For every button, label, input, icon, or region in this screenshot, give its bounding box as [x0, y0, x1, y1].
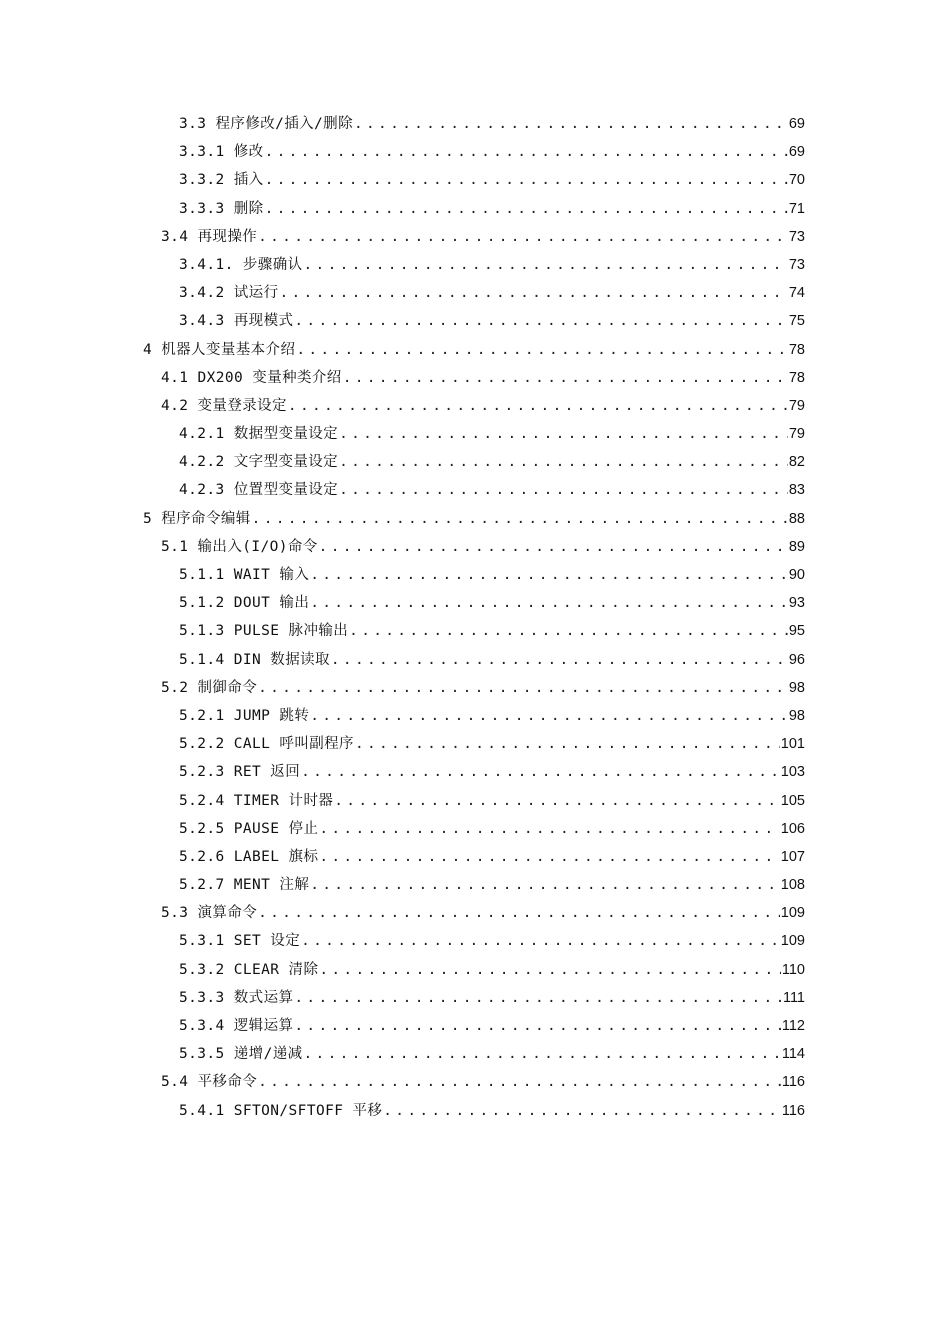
toc-entry-title: 3.4.3 再现模式 — [179, 313, 294, 330]
toc-entry[interactable] — [0, 956, 950, 984]
toc-entry-title: 3.3.2 插入 — [179, 172, 264, 189]
toc-dot-leader — [319, 956, 781, 984]
toc-entry[interactable] — [0, 758, 950, 786]
toc-page-number: 110 — [781, 961, 805, 978]
toc-page-number: 96 — [788, 651, 805, 668]
toc-entry-title: 5 程序命令编辑 — [143, 510, 251, 527]
toc-dot-leader — [354, 110, 788, 138]
toc-dot-leader — [310, 561, 788, 589]
toc-page-number: 79 — [788, 397, 805, 414]
toc-page-number: 98 — [788, 679, 805, 696]
toc-entry-title: 5.2.4 TIMER 计时器 — [179, 792, 334, 809]
toc-entry-title: 5.2.6 LABEL 旗标 — [179, 848, 319, 865]
toc-dot-leader — [310, 589, 788, 617]
toc-page-number: 116 — [781, 1074, 805, 1091]
toc-dot-leader — [265, 138, 788, 166]
toc-entry-title: 3.4 再现操作 — [161, 228, 258, 245]
toc-entry[interactable] — [0, 815, 950, 843]
toc-page-number: 95 — [788, 623, 805, 640]
toc-entry-title: 4.2.2 文字型变量设定 — [179, 454, 339, 471]
toc-page-number: 101 — [780, 736, 805, 753]
toc-entry-title: 4 机器人变量基本介绍 — [143, 341, 296, 358]
toc-entry[interactable] — [0, 984, 950, 1012]
toc-dot-leader — [319, 843, 779, 871]
toc-entry[interactable] — [0, 871, 950, 899]
toc-dot-leader — [349, 617, 788, 645]
toc-page-number: 88 — [788, 510, 805, 527]
toc-page-number: 108 — [780, 877, 805, 894]
toc-dot-leader — [296, 336, 788, 364]
toc-entry[interactable] — [0, 166, 950, 194]
toc-page-number: 89 — [788, 538, 805, 555]
table-of-contents — [0, 110, 950, 1125]
toc-dot-leader — [319, 533, 788, 561]
toc-entry-title: 5.1.2 DOUT 输出 — [179, 595, 310, 612]
toc-entry-title: 5.3.1 SET 设定 — [179, 933, 301, 950]
toc-entry-title: 5.1.3 PULSE 脉冲输出 — [179, 623, 349, 640]
toc-dot-leader — [304, 251, 788, 279]
toc-page-number: 82 — [788, 454, 805, 471]
toc-entry[interactable] — [0, 702, 950, 730]
toc-dot-leader — [343, 364, 788, 392]
toc-entry-title: 5.3 演算命令 — [161, 905, 258, 922]
toc-entry-title: 5.1.1 WAIT 输入 — [179, 567, 310, 583]
toc-dot-leader — [294, 984, 782, 1012]
toc-dot-leader — [304, 1040, 781, 1068]
toc-dot-leader — [310, 871, 780, 899]
toc-dot-leader — [339, 476, 788, 504]
toc-entry[interactable] — [0, 505, 950, 533]
toc-entry-title: 4.2.1 数据型变量设定 — [179, 426, 339, 443]
toc-page-number: 70 — [788, 172, 805, 189]
toc-entry-title: 4.2 变量登录设定 — [161, 397, 287, 414]
toc-entry-title: 5.4.1 SFTON/SFTOFF 平移 — [179, 1102, 383, 1119]
toc-page-number: 78 — [788, 341, 805, 358]
toc-dot-leader — [258, 899, 780, 927]
toc-page-number: 69 — [788, 116, 805, 132]
toc-dot-leader — [258, 674, 788, 702]
toc-entry[interactable] — [0, 561, 950, 589]
toc-entry[interactable] — [0, 336, 950, 364]
toc-entry[interactable] — [0, 138, 950, 166]
toc-dot-leader — [279, 279, 787, 307]
toc-entry-title: 5.1 输出入(I/O)命令 — [161, 538, 318, 555]
toc-dot-leader — [258, 1068, 781, 1096]
toc-entry[interactable] — [0, 787, 950, 815]
toc-page-number: 93 — [788, 595, 805, 612]
toc-entry[interactable] — [0, 364, 950, 392]
toc-entry[interactable] — [0, 223, 950, 251]
toc-entry[interactable] — [0, 617, 950, 645]
toc-entry-title: 3.3.3 删除 — [179, 200, 264, 217]
toc-dot-leader — [258, 223, 788, 251]
toc-page-number: 109 — [780, 933, 805, 950]
toc-entry-title: 5.2.5 PAUSE 停止 — [179, 820, 319, 837]
toc-dot-leader — [355, 730, 780, 758]
toc-dot-leader — [310, 702, 788, 730]
toc-entry-title: 4.1 DX200 变量种类介绍 — [161, 369, 342, 386]
toc-entry-title: 5.3.2 CLEAR 清除 — [179, 961, 319, 978]
toc-entry[interactable] — [0, 195, 950, 223]
toc-entry[interactable] — [0, 392, 950, 420]
toc-dot-leader — [288, 392, 788, 420]
toc-page-number: 107 — [780, 848, 805, 865]
toc-page-number: 109 — [780, 905, 805, 922]
toc-page-number: 79 — [788, 426, 805, 443]
toc-page-number: 78 — [788, 369, 805, 386]
toc-dot-leader — [383, 1097, 781, 1125]
toc-entry[interactable] — [0, 589, 950, 617]
toc-page-number: 73 — [788, 256, 805, 273]
toc-entry-title: 5.3.3 数式运算 — [179, 989, 294, 1006]
toc-entry-title: 5.3.5 递增/递减 — [179, 1046, 303, 1063]
toc-entry-title: 5.2.3 RET 返回 — [179, 764, 301, 781]
toc-entry-title: 5.2.2 CALL 呼叫副程序 — [179, 736, 354, 753]
toc-entry-title: 3.3 程序修改/插入/删除 — [179, 116, 353, 132]
toc-entry[interactable] — [0, 307, 950, 335]
toc-entry[interactable] — [0, 279, 950, 307]
toc-entry[interactable] — [0, 420, 950, 448]
toc-entry[interactable] — [0, 110, 950, 138]
toc-entry-title: 5.1.4 DIN 数据读取 — [179, 651, 330, 668]
toc-page-number: 73 — [788, 228, 805, 245]
toc-dot-leader — [265, 166, 788, 194]
toc-page-number: 71 — [788, 200, 805, 217]
toc-page-number: 83 — [788, 482, 805, 499]
toc-entry[interactable] — [0, 448, 950, 476]
toc-entry-title: 5.2.1 JUMP 跳转 — [179, 707, 310, 724]
toc-page-number: 105 — [780, 792, 805, 809]
toc-entry-title: 5.2 制御命令 — [161, 679, 258, 696]
toc-entry[interactable] — [0, 1068, 950, 1096]
toc-dot-leader — [294, 307, 787, 335]
toc-entry[interactable] — [0, 927, 950, 955]
toc-entry-title: 5.3.4 逻辑运算 — [179, 1018, 294, 1034]
toc-entry[interactable] — [0, 674, 950, 702]
toc-entry[interactable] — [0, 533, 950, 561]
toc-dot-leader — [331, 646, 788, 674]
toc-page-number: 116 — [781, 1102, 805, 1119]
toc-entry-title: 5.4 平移命令 — [161, 1074, 258, 1091]
toc-entry[interactable] — [0, 251, 950, 279]
toc-dot-leader — [265, 195, 788, 223]
toc-page-number: 90 — [788, 567, 805, 583]
toc-page-number: 74 — [788, 285, 805, 302]
toc-dot-leader — [319, 815, 779, 843]
toc-entry-title: 5.2.7 MENT 注解 — [179, 877, 310, 894]
toc-entry[interactable] — [0, 476, 950, 504]
toc-page-number: 103 — [780, 764, 805, 781]
toc-entry-title: 3.3.1 修改 — [179, 144, 264, 161]
toc-page-number: 114 — [781, 1046, 805, 1063]
toc-entry[interactable] — [0, 1012, 950, 1040]
toc-dot-leader — [334, 787, 780, 815]
toc-dot-leader — [294, 1012, 780, 1040]
toc-page-number: 112 — [781, 1018, 805, 1034]
toc-entry[interactable] — [0, 899, 950, 927]
toc-dot-leader — [339, 420, 788, 448]
toc-page-number: 106 — [780, 820, 805, 837]
toc-dot-leader — [301, 758, 780, 786]
toc-page-number: 75 — [788, 313, 805, 330]
toc-dot-leader — [301, 927, 780, 955]
toc-entry[interactable] — [0, 1040, 950, 1068]
toc-entry-title: 3.4.2 试运行 — [179, 285, 279, 302]
toc-page-number: 98 — [788, 707, 805, 724]
toc-entry-title: 4.2.3 位置型变量设定 — [179, 482, 339, 499]
toc-dot-leader — [252, 505, 788, 533]
toc-entry[interactable] — [0, 730, 950, 758]
toc-entry[interactable] — [0, 843, 950, 871]
toc-page-number: 111 — [782, 989, 805, 1006]
toc-entry[interactable] — [0, 646, 950, 674]
toc-entry[interactable] — [0, 1097, 950, 1125]
toc-page-number: 69 — [788, 144, 805, 161]
toc-entry-title: 3.4.1. 步骤确认 — [179, 256, 303, 273]
toc-dot-leader — [339, 448, 788, 476]
